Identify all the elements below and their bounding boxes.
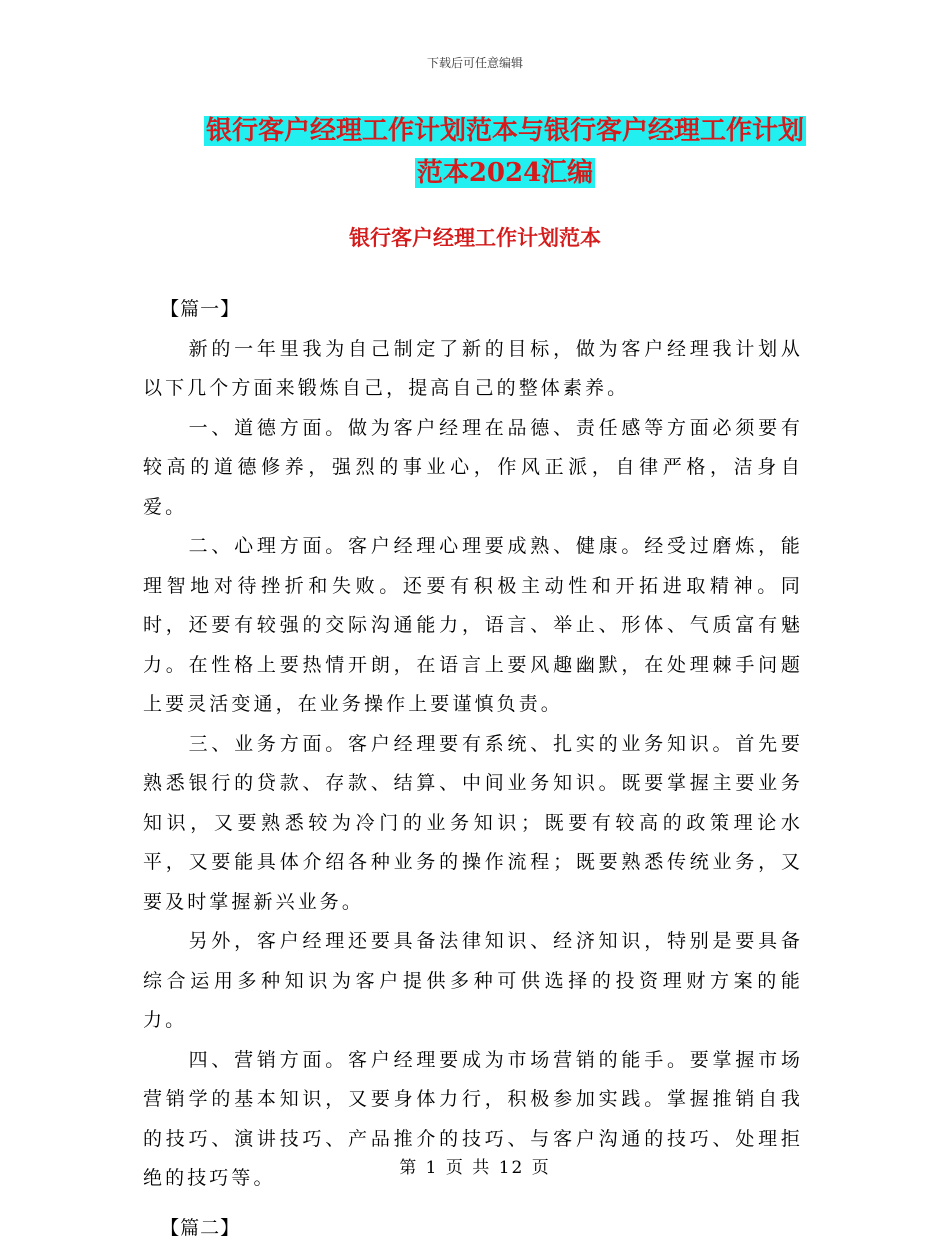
- page-footer: 第 1 页 共 12 页: [0, 1153, 950, 1178]
- paragraph-intro: 新的一年里我为自己制定了新的目标，做为客户经理我计划从以下几个方面来锻炼自己，提高自己的整体素养。: [143, 330, 803, 409]
- header-note: 下载后可任意编辑: [0, 54, 950, 71]
- document-title: [195, 110, 815, 194]
- paragraph-morality: 一、道德方面。做为客户经理在品德、责任感等方面必须要有较高的道德修养，强烈的事业心，作风正派，自律严格，洁身自爱。: [143, 409, 803, 528]
- paragraph-business: 三、业务方面。客户经理要有系统、扎实的业务知识。首先要熟悉银行的贷款、存款、结算、中间业务知识。既要掌握主要业务知识，又要熟悉较为冷门的业务知识；既要有较高的政策理论水平，又要能具体介绍各种业务的操作流程；既要熟悉传统业务，又要及时掌握新兴业务。: [143, 725, 803, 923]
- paragraph-psychology: 二、心理方面。客户经理心理要成熟、健康。经受过磨炼，能理智地对待挫折和失败。还要有积极主动性和开拓进取精神。同时，还要有较强的交际沟通能力，语言、举止、形体、气质富有魅力。在性格上要热情开朗，在语言上要风趣幽默，在处理棘手问题上要灵活变通，在业务操作上要谨慎负责。: [143, 527, 803, 725]
- document-title-line1: 银行客户经理工作计划范本与银行客户经理工作计划: [204, 116, 806, 146]
- document-title-line2: 范本2024汇编: [415, 158, 595, 188]
- section-title: 银行客户经理工作计划范本: [0, 222, 950, 252]
- paragraph-marketing: 四、营销方面。客户经理要成为市场营销的能手。要掌握市场营销学的基本知识，又要身体力行，积极参加实践。掌握推销自我的技巧、演讲技巧、产品推介的技巧、与客户沟通的技巧、处理拒绝的技巧等。: [143, 1041, 803, 1199]
- part-label-1: 【篇一】: [143, 290, 803, 330]
- part-label-2: 【篇二】: [143, 1209, 803, 1248]
- document-body: [143, 290, 803, 1248]
- paragraph-knowledge: 另外，客户经理还要具备法律知识、经济知识，特别是要具备综合运用多种知识为客户提供多种可供选择的投资理财方案的能力。: [143, 922, 803, 1041]
